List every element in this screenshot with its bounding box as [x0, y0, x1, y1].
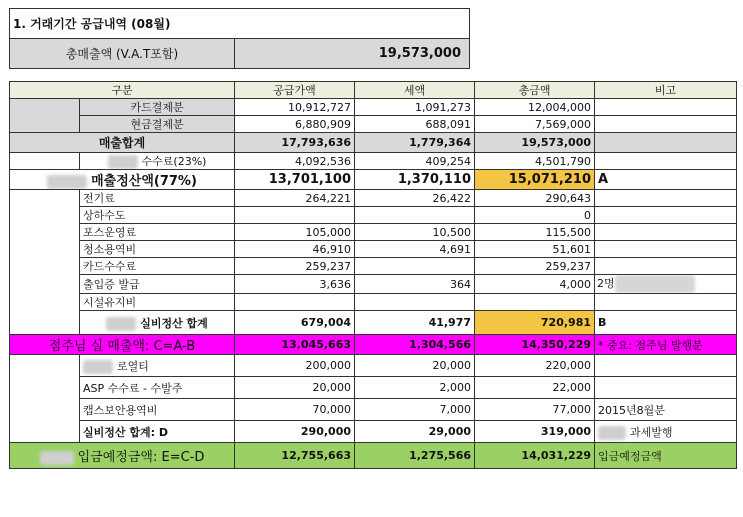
cell-total: 4,501,790 [475, 153, 595, 170]
cell-supply: 6,880,909 [235, 116, 355, 133]
extra-sum-row [10, 421, 737, 443]
redacted-block [106, 317, 136, 331]
deposit-row [10, 443, 737, 469]
cell-supply: 290,000 [235, 421, 355, 443]
cell-tax: 29,000 [355, 421, 475, 443]
row-label: 상하수도 [80, 207, 235, 224]
cell-supply: 10,912,727 [235, 99, 355, 116]
row-label: 현금결제분 [80, 116, 235, 133]
row-label: 입금예정금액: E=C-D [77, 450, 205, 465]
cell-total: 14,031,229 [475, 443, 595, 469]
cell-note [595, 258, 737, 275]
cell-note: * 중요: 점주님 발행분 [595, 335, 737, 355]
cell-supply: 105,000 [235, 224, 355, 241]
row-label: 전기료 [80, 190, 235, 207]
cell-tax: 1,370,110 [355, 170, 475, 190]
table-row [10, 294, 737, 311]
row-label: 포스운영료 [80, 224, 235, 241]
cell-supply: 46,910 [235, 241, 355, 258]
cell-tax: 1,304,566 [355, 335, 475, 355]
summary-title: 1. 거래기간 공급내역 (08월) [10, 9, 470, 39]
cell-supply: 13,045,663 [235, 335, 355, 355]
table-row [10, 224, 737, 241]
row-label: 매출정산액(77%) [91, 174, 197, 189]
table-row [10, 116, 737, 133]
cell-tax: 26,422 [355, 190, 475, 207]
row-label: 매출합계 [10, 133, 235, 153]
cell-total: 720,981 [475, 311, 595, 335]
cell-supply: 12,755,663 [235, 443, 355, 469]
cell-tax: 688,091 [355, 116, 475, 133]
row-label: 시설유지비 [80, 294, 235, 311]
table-row [10, 399, 737, 421]
table-row [10, 241, 737, 258]
row-label: 카드수수료 [80, 258, 235, 275]
row-label: 실비정산 합계: D [80, 421, 235, 443]
cell-total [475, 294, 595, 311]
cell-supply: 679,004 [235, 311, 355, 335]
cell-note [595, 99, 737, 116]
cell-total: 4,000 [475, 275, 595, 294]
cell-supply [235, 294, 355, 311]
cell-tax: 1,275,566 [355, 443, 475, 469]
cell-note [595, 275, 737, 294]
row-label: ASP 수수료 - 수발주 [80, 377, 235, 399]
cell-tax: 4,691 [355, 241, 475, 258]
cell-tax: 1,091,273 [355, 99, 475, 116]
table-row [10, 258, 737, 275]
fee-row [10, 153, 737, 170]
redacted-block [83, 360, 113, 374]
row-label: 캡스보안용역비 [80, 399, 235, 421]
group-spacer [10, 190, 80, 335]
row-label: 수수료(23%) [141, 155, 207, 168]
cell-tax: 2,000 [355, 377, 475, 399]
cell-note: 입금예정금액 [595, 443, 737, 469]
cell-tax [355, 258, 475, 275]
redacted-block [40, 451, 74, 465]
note-text: 과세발행 [630, 425, 673, 439]
cell-total: 220,000 [475, 355, 595, 377]
cell-supply: 4,092,536 [235, 153, 355, 170]
cell-total: 51,601 [475, 241, 595, 258]
table-row [10, 190, 737, 207]
sales-sum-row [10, 133, 737, 153]
row-label-cell [80, 355, 235, 377]
cell-supply: 17,793,636 [235, 133, 355, 153]
redacted-block [615, 275, 695, 293]
cell-total: 0 [475, 207, 595, 224]
cell-note [595, 241, 737, 258]
cell-note: A [595, 170, 737, 190]
total-sales-label: 총매출액 (V.A.T포함) [10, 39, 235, 69]
cell-note [595, 116, 737, 133]
cell-supply: 200,000 [235, 355, 355, 377]
row-label: 실비정산 합계 [140, 316, 208, 330]
cell-note [595, 224, 737, 241]
cell-tax: 10,500 [355, 224, 475, 241]
cell-supply: 20,000 [235, 377, 355, 399]
row-label: 청소용역비 [80, 241, 235, 258]
cell-total: 12,004,000 [475, 99, 595, 116]
redacted-block [108, 155, 138, 169]
cell-note [595, 190, 737, 207]
row-label: 카드결제분 [80, 99, 235, 116]
settle-row [10, 170, 737, 190]
cell-note [595, 207, 737, 224]
table-row [10, 275, 737, 294]
total-sales-value: 19,573,000 [235, 39, 470, 69]
cell-total: 319,000 [475, 421, 595, 443]
cell-tax: 1,779,364 [355, 133, 475, 153]
header-tax: 세액 [355, 82, 475, 99]
cell-tax [355, 294, 475, 311]
row-label-cell [80, 153, 235, 170]
row-label: 출입증 발급 [80, 275, 235, 294]
row-label-cell [80, 311, 235, 335]
cell-tax: 409,254 [355, 153, 475, 170]
cell-tax [355, 207, 475, 224]
group-spacer [10, 99, 80, 133]
cell-note: 2015년8월분 [595, 399, 737, 421]
row-label-cell [10, 170, 235, 190]
detail-table [9, 81, 737, 469]
cell-note [595, 153, 737, 170]
cell-supply [235, 207, 355, 224]
header-total: 총금액 [475, 82, 595, 99]
row-label: 로열티 [117, 359, 149, 373]
cost-sum-row [10, 311, 737, 335]
note-text: 2명 [597, 277, 615, 290]
group-spacer [10, 355, 80, 443]
cell-total: 115,500 [475, 224, 595, 241]
row-label-cell [10, 443, 235, 469]
group-spacer [10, 153, 80, 170]
table-row [10, 355, 737, 377]
cell-total: 7,569,000 [475, 116, 595, 133]
cell-tax: 41,977 [355, 311, 475, 335]
cell-supply: 264,221 [235, 190, 355, 207]
cell-supply: 3,636 [235, 275, 355, 294]
cell-total: 290,643 [475, 190, 595, 207]
cell-note [595, 421, 737, 443]
cell-total: 77,000 [475, 399, 595, 421]
cell-note [595, 133, 737, 153]
header-supply: 공급가액 [235, 82, 355, 99]
net-sales-row [10, 335, 737, 355]
cell-note [595, 294, 737, 311]
cell-tax: 7,000 [355, 399, 475, 421]
cell-note [595, 377, 737, 399]
cell-total: 259,237 [475, 258, 595, 275]
header-category: 구분 [10, 82, 235, 99]
redacted-block [598, 426, 626, 440]
cell-supply: 259,237 [235, 258, 355, 275]
cell-total: 19,573,000 [475, 133, 595, 153]
table-row [10, 99, 737, 116]
cell-total: 14,350,229 [475, 335, 595, 355]
table-row [10, 207, 737, 224]
cell-total: 15,071,210 [475, 170, 595, 190]
table-row [10, 377, 737, 399]
header-note: 비고 [595, 82, 737, 99]
row-label: 점주님 실 매출액: C=A-B [10, 335, 235, 355]
cell-note: B [595, 311, 737, 335]
cell-total: 22,000 [475, 377, 595, 399]
cell-note [595, 355, 737, 377]
cell-supply: 13,701,100 [235, 170, 355, 190]
header-row [10, 82, 737, 99]
cell-tax: 364 [355, 275, 475, 294]
cell-supply: 70,000 [235, 399, 355, 421]
cell-tax: 20,000 [355, 355, 475, 377]
redacted-block [47, 175, 87, 189]
summary-table [9, 8, 470, 69]
